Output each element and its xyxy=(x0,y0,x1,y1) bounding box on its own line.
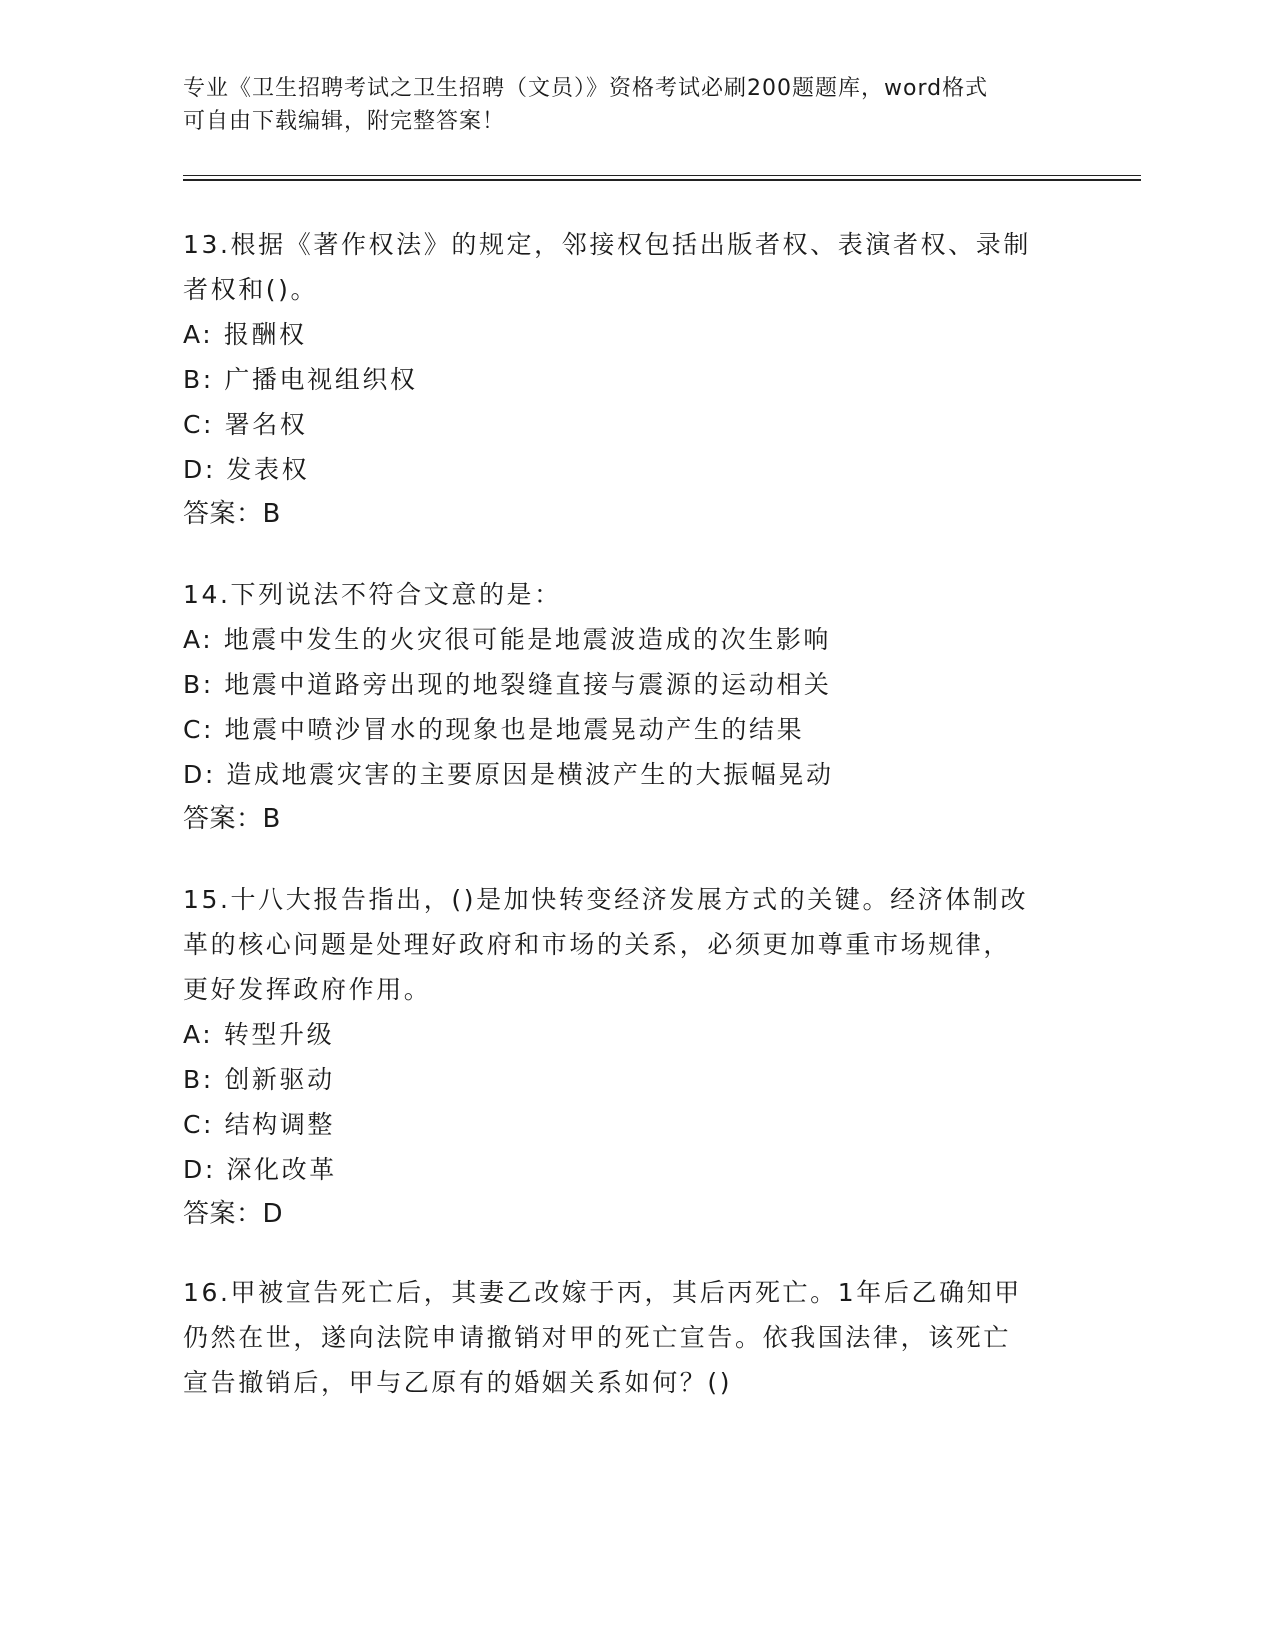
option-d: D: 深化改革 xyxy=(183,1155,337,1184)
option-b: B: 地震中道路旁出现的地裂缝直接与震源的运动相关 xyxy=(183,670,832,699)
question-stem: 者权和()。 xyxy=(183,275,319,304)
question-stem: 宣告撤销后，甲与乙原有的婚姻关系如何？() xyxy=(183,1368,733,1397)
question-13 xyxy=(183,222,1083,537)
option-c: C: 地震中喷沙冒水的现象也是地震晃动产生的结果 xyxy=(183,715,805,744)
question-stem: 16.甲被宣告死亡后，其妻乙改嫁于丙，其后丙死亡。1年后乙确知甲 xyxy=(183,1278,1022,1307)
option-b: B: 创新驱动 xyxy=(183,1065,335,1094)
question-16 xyxy=(183,1270,1083,1405)
question-stem: 更好发挥政府作用。 xyxy=(183,975,432,1004)
question-stem: 仍然在世，遂向法院申请撤销对甲的死亡宣告。依我国法律，该死亡 xyxy=(183,1323,1012,1352)
answer-label: 答案：B xyxy=(183,804,281,834)
header-title-line-2: 可自由下载编辑，附完整答案！ xyxy=(183,109,506,134)
question-15 xyxy=(183,877,1083,1237)
header-title-line-1: 专业《卫生招聘考试之卫生招聘（文员）》资格考试必刷200题题库，word格式 xyxy=(183,76,989,101)
option-b: B: 广播电视组织权 xyxy=(183,365,418,394)
answer-label: 答案：B xyxy=(183,499,281,529)
option-a: A: 报酬权 xyxy=(183,320,307,349)
question-stem: 15.十八大报告指出，()是加快转变经济发展方式的关键。经济体制改 xyxy=(183,885,1029,914)
document-header xyxy=(183,72,1063,138)
answer-label: 答案：D xyxy=(183,1199,284,1229)
option-c: C: 署名权 xyxy=(183,410,308,439)
header-divider xyxy=(183,175,1141,181)
question-14 xyxy=(183,572,1083,842)
option-c: C: 结构调整 xyxy=(183,1110,336,1139)
option-d: D: 发表权 xyxy=(183,455,310,484)
option-a: A: 转型升级 xyxy=(183,1020,335,1049)
question-stem: 革的核心问题是处理好政府和市场的关系，必须更加尊重市场规律， xyxy=(183,930,1012,959)
option-a: A: 地震中发生的火灾很可能是地震波造成的次生影响 xyxy=(183,625,832,654)
option-d: D: 造成地震灾害的主要原因是横波产生的大振幅晃动 xyxy=(183,760,834,789)
question-stem: 14.下列说法不符合文意的是： xyxy=(183,580,562,609)
question-stem: 13.根据《著作权法》的规定，邻接权包括出版者权、表演者权、录制 xyxy=(183,230,1031,259)
